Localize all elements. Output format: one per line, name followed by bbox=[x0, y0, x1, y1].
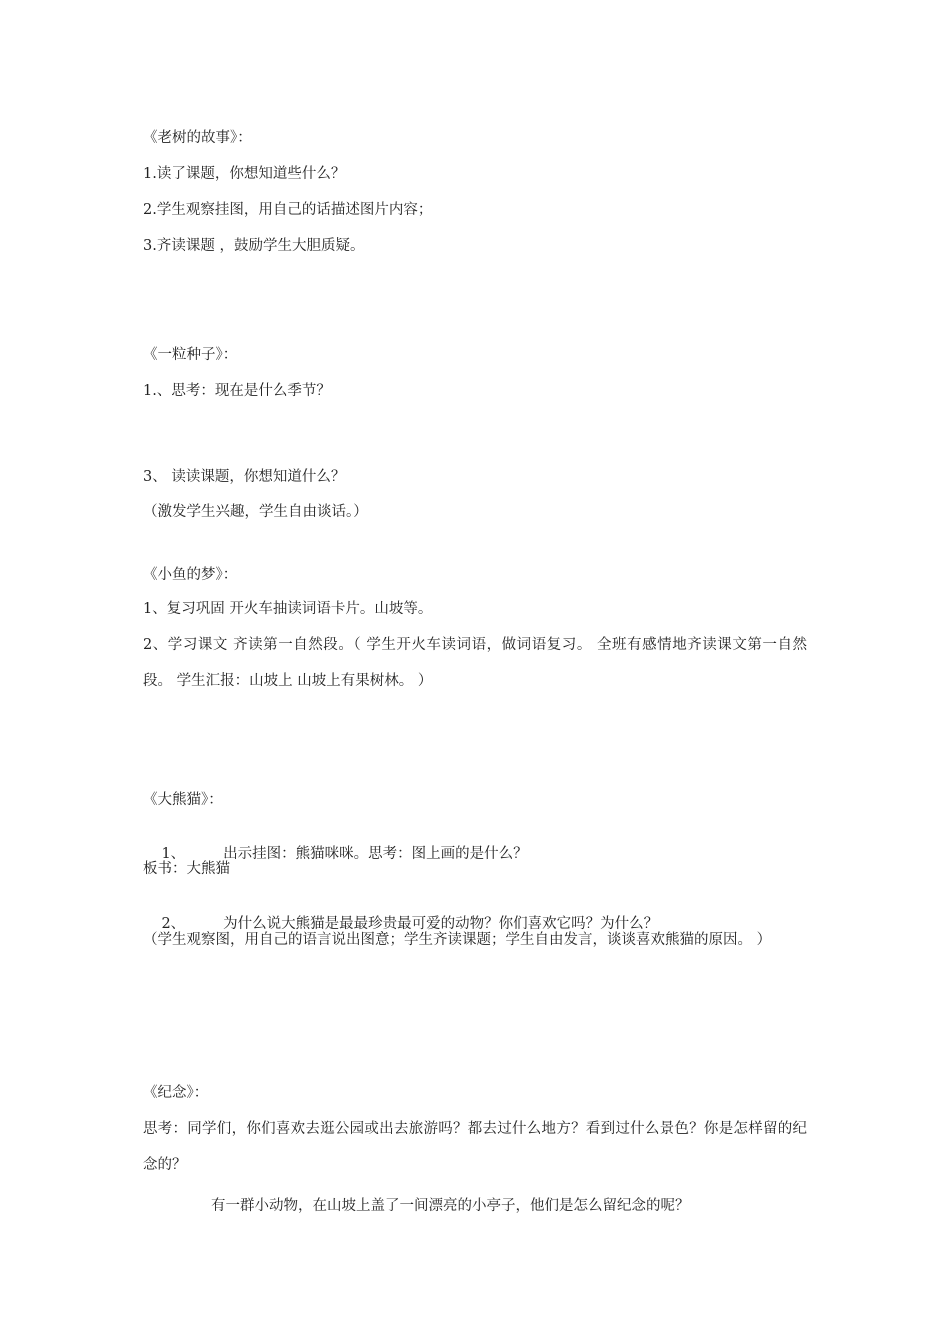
souvenir-intro: 有一群小动物，在山坡上盖了一间漂亮的小亭子，他们是怎么留纪念的呢？ bbox=[211, 1198, 690, 1214]
section-title-fish-dream: 《小鱼的梦》： bbox=[143, 567, 238, 583]
panda-item-2-text: 为什么说大熊猫是最最珍贵最可爱的动物？你们喜欢它吗？为什么？ bbox=[223, 916, 659, 932]
section-title-seed: 《一粒种子》： bbox=[143, 347, 238, 363]
panda-item-2-number: 2、 bbox=[161, 916, 186, 932]
panda-note: （学生观察图，用自己的语言说出图意；学生齐读课题；学生自由发言，谈谈喜欢熊猫的原因。 ） bbox=[143, 932, 772, 948]
panda-board-note: 板书：大熊猫 bbox=[143, 861, 230, 877]
old-tree-line-3: 3.齐读课题 ，鼓励学生大胆质疑。 bbox=[143, 238, 365, 254]
seed-line-1: 1.、思考：现在是什么季节？ bbox=[143, 383, 331, 399]
old-tree-line-2: 2.学生观察挂图，用自己的话描述图片内容； bbox=[143, 202, 433, 218]
seed-line-2: 3、 读读课题，你想知道什么？ bbox=[143, 469, 346, 485]
panda-item-1-text: 出示挂图：熊猫咪咪。思考：图上画的是什么？ bbox=[223, 846, 528, 862]
panda-item-1-number: 1、 bbox=[161, 846, 186, 862]
section-title-old-tree: 《老树的故事》： bbox=[143, 130, 252, 146]
old-tree-line-1: 1.读了课题，你想知道些什么？ bbox=[143, 166, 346, 182]
section-title-panda: 《大熊猫》： bbox=[143, 792, 223, 808]
seed-line-3: （激发学生兴趣，学生自由谈话。） bbox=[143, 504, 368, 520]
fish-dream-line-1: 1、复习巩固 开火车抽读词语卡片。山坡等。 bbox=[143, 601, 433, 617]
fish-dream-line-2: 2、学习课文 齐读第一自然段。（ 学生开火车读词语，做词语复习。 全班有感情地齐读课文第一自然段。 学生汇报：山坡上 山坡上有果树林。 ） bbox=[143, 637, 807, 689]
souvenir-think-question: 思考：同学们，你们喜欢去逛公园或出去旅游吗？都去过什么地方？看到过什么景色？你是怎样留的纪念的？ bbox=[143, 1121, 807, 1173]
section-title-souvenir: 《纪念》： bbox=[143, 1085, 209, 1101]
